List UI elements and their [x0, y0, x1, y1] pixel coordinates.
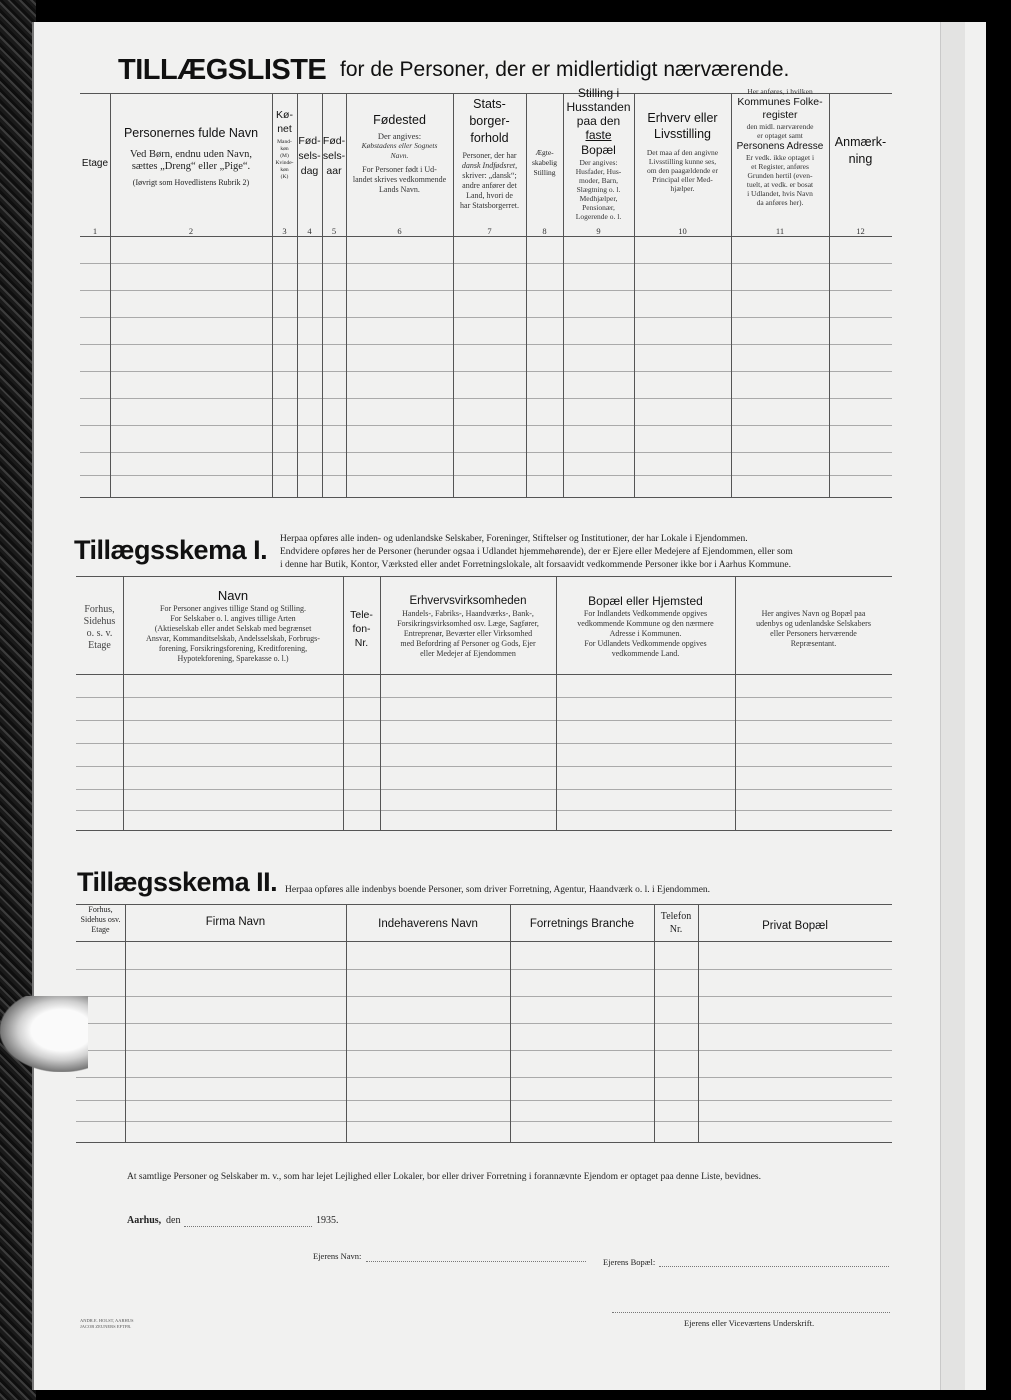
date-label: den: [166, 1215, 181, 1226]
schema1-business-header: Erhvervsvirksomheden Handels-, Fabriks-, Haandværks-, Bank-, Forsikringsvirksomhed osv. Læge, Sagfører, Entreprenør, Beværter eller Virksomhed med Befordring af Personer og Gods, Ejer eller Medejer af Ejendommen: [397, 595, 539, 658]
owner-address-label: Ejerens Bopæl:: [603, 1257, 656, 1267]
schema2-floor-header: Forhus, Sidehus osv. Etage: [80, 905, 121, 934]
schema1-intro-line2: Endvidere opføres her de Personer (herunder ogsaa i Udlandet hjemmehørende), der er Ejere eller Medejere af Ejendommen, eller som: [280, 547, 793, 557]
schema2-branch-header: Forretnings Branche: [529, 918, 635, 930]
schema1-name-header: Navn For Personer angives tillige Stand og Stilling. For Selskaber o. l. angives tillige Arten (Aktieselskab eller andet Selskab med begrænset Ansvar, Kommanditselskab, Andelsselskab, Forbrugs- forening, Forsikringsforening, Kreditforening, Hypotekforening, Sparekasse o. l.): [146, 588, 320, 663]
list-subtitle: for de Personer, der er midlertidigt nærværende.: [340, 58, 790, 81]
col-number: 6: [397, 226, 402, 236]
col-household-header: Stilling i Husstanden paa den faste Bopæl Der angives: Husfader, Hus- moder, Barn, Slægtning o. l. Medhjælper, Pensionær, Logerende o. l.: [566, 86, 631, 221]
col-number: 4: [307, 226, 312, 236]
signature-line[interactable]: [612, 1312, 890, 1313]
attestation-statement: At samtlige Personer og Selskaber m. v., som har lejet Lejlighed eller Lokaler, bor eller driver Forretning i forannævnte Ejendom er optaget paa denne Liste, bevidnes.: [127, 1172, 761, 1182]
year-label: 1935.: [316, 1215, 339, 1226]
col-number: 8: [542, 226, 547, 236]
owner-name-label: Ejerens Navn:: [313, 1251, 362, 1261]
schema1-title: Tillægsskema I.: [74, 535, 268, 565]
col-marital-header: Ægte- skabelig Stilling: [532, 148, 557, 177]
col-remarks-header: Anmærk- ning: [834, 135, 887, 166]
schema2-intro: Herpaa opføres alle indenbys boende Personer, som driver Forretning, Agentur, Haandværk o. l. i Ejendommen.: [285, 885, 711, 895]
col-name-header: Personernes fulde Navn Ved Børn, endnu uden Navn, sættes „Dreng“ eller „Pige“. (Iøvrigt som Hovedlistens Rubrik 2): [123, 126, 259, 187]
schema1-representative-header: Her angives Navn og Bopæl paa udenbys og udenlandske Selskabers eller Personers herværende Repræsentant.: [756, 609, 871, 648]
thumb-image: [0, 996, 88, 1072]
col-number: 7: [487, 226, 492, 236]
schema2-address-header: Privat Bopæl: [762, 920, 828, 932]
next-page-edge: [940, 22, 965, 1390]
owner-address-line[interactable]: [659, 1266, 889, 1267]
book-binding: [0, 0, 36, 1400]
schema1-phone-header: Tele- fon- Nr.: [350, 609, 373, 649]
col-citizenship-header: Stats- borger- forhold Personer, der har dansk Indfødsret, skriver: „dansk“; andre anfører det Land, hvori de har Statsborgerret.: [460, 97, 519, 210]
col-gender-header: Kø- net Mand- køn (M) Kvinde- køn (K): [275, 109, 294, 180]
col-number: 9: [596, 226, 601, 236]
col-number: 12: [856, 226, 865, 236]
schema2-title: Tillægsskema II.: [77, 867, 278, 897]
schema1-residence-header: Bopæl eller Hjemsted For Indlandets Vedkommende opgives vedkommende Kommune og den nærmere Adresse i Kommunen. For Udlandets Vedkommende opgives vedkommende Land.: [577, 594, 714, 658]
col-birthday-header: Fød- sels- dag: [298, 135, 321, 177]
schema1-floor-header: Forhus, Sidehus o. s. v. Etage: [83, 604, 116, 651]
schema1-intro-line1: Herpaa opføres alle inden- og udenlandske Selskaber, Foreninger, Stiftelser og Institutioner, der har Lokale i Ejendommen.: [280, 534, 748, 544]
printer-imprint: ANDR.E. HOLST, AARHUS JACOB ZEUNERS EFTFR.: [80, 1318, 134, 1329]
col-occupation-header: Erhverv eller Livsstilling Det maa af den angivne Livsstilling kunne ses, om den paagældende er Principal eller Med- hjælper.: [646, 111, 719, 193]
col-number: 10: [678, 226, 687, 236]
col-number: 1: [92, 226, 98, 236]
col-birthyear-header: Fød- sels- aar: [322, 135, 346, 177]
schema2-phone-header: Telefon Nr.: [660, 911, 692, 935]
schema2-firm-header: Firma Navn: [205, 916, 266, 928]
col-number: 3: [282, 226, 287, 236]
col-etage-header: Etage: [81, 158, 109, 169]
owner-name-line[interactable]: [366, 1261, 586, 1262]
col-number: 2: [188, 226, 194, 236]
col-birthplace-header: Fødested Der angives: Købstadens eller Sognets Navn. For Personer født i Ud- landet skrives vedkommende Lands Navn.: [352, 113, 447, 194]
place-label: Aarhus,: [127, 1215, 162, 1226]
date-line[interactable]: [184, 1226, 312, 1227]
col-register-header: Her anføres, i hvilken Kommunes Folke- register den midl. nærværende er optaget samt Personens Adresse Er vedk. ikke optaget i et Register, anføres Grunden hertil (even- tuelt, at vedk. er bosat i Udlandet, hvis Navn da anføres her).: [736, 87, 824, 207]
col-number: 5: [331, 226, 337, 236]
schema1-intro-line3: i denne har Butik, Kontor, Værksted eller andet Forretningslokale, alt forsaavidt vedkommende Personer ikke bor i Aarhus Kommune.: [280, 560, 792, 570]
signature-label: Ejerens eller Viceværtens Underskrift.: [684, 1318, 815, 1328]
schema2-owner-header: Indehaverens Navn: [378, 918, 478, 930]
list-title: TILLÆGSLISTE: [118, 54, 327, 86]
col-number: 11: [775, 226, 785, 236]
